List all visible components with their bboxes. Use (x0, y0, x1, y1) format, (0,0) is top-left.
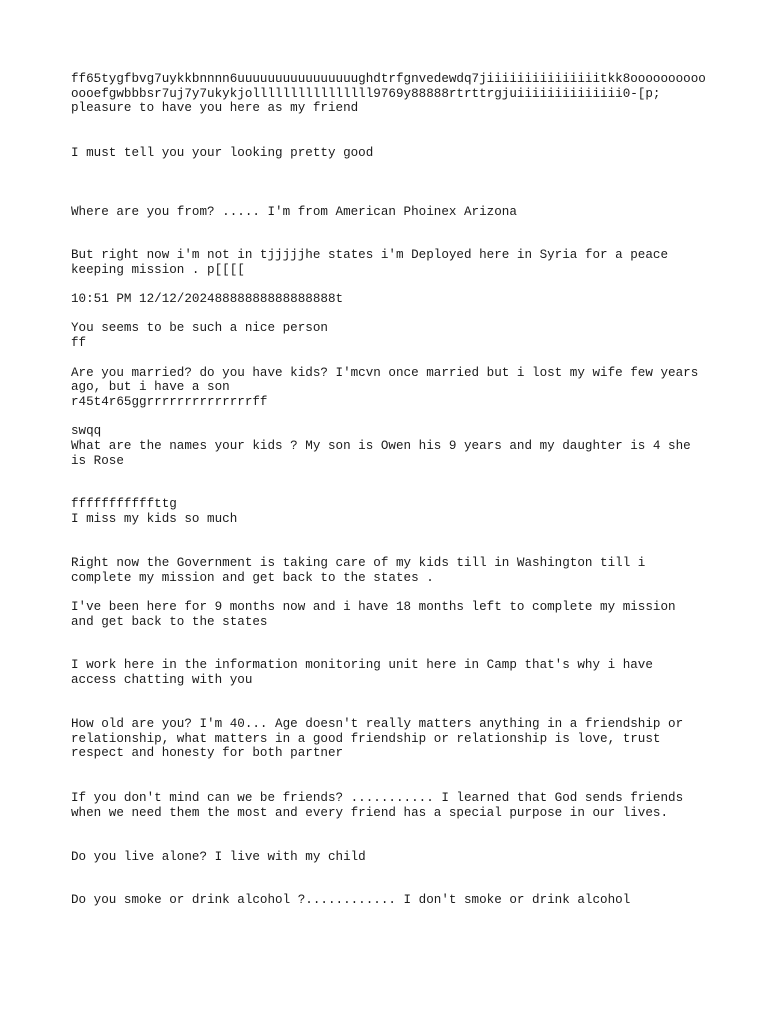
text-line: r45t4r65ggrrrrrrrrrrrrrrff (71, 395, 268, 409)
text-line: ago, but i have a son (71, 380, 230, 394)
text-line: is Rose (71, 454, 124, 468)
text-line: when we need them the most and every friend has a special purpose in our lives. (71, 806, 669, 820)
text-line: Right now the Government is taking care of my kids till in Washington till i (71, 556, 646, 570)
text-line: What are the names your kids ? My son is Owen his 9 years and my daughter is 4 she (71, 439, 691, 453)
text-line: You seems to be such a nice person (71, 321, 328, 335)
text-line: Do you smoke or drink alcohol ?............ I don't smoke or drink alcohol (71, 893, 631, 907)
text-line: I must tell you your looking pretty good (71, 146, 374, 160)
text-line: If you don't mind can we be friends? ........... I learned that God sends friends (71, 791, 684, 805)
text-line: fffffffffffttg (71, 497, 177, 511)
text-line: respect and honesty for both partner (71, 746, 344, 760)
text-line: How old are you? I'm 40... Age doesn't really matters anything in a friendship or (71, 717, 684, 731)
text-line: access chatting with you (71, 673, 253, 687)
text-line: keeping mission . p[[[[ (71, 263, 245, 277)
text-line: and get back to the states (71, 615, 268, 629)
text-line: I miss my kids so much (71, 512, 238, 526)
text-line: Do you live alone? I live with my child (71, 850, 366, 864)
text-line: pleasure to have you here as my friend (71, 101, 359, 115)
text-line: I've been here for 9 months now and i have 18 months left to complete my mission (71, 600, 676, 614)
timestamp-line: 10:51 PM 12/12/20248888888888888888t (71, 292, 344, 306)
text-line: I work here in the information monitoring unit here in Camp that's why i have (71, 658, 653, 672)
text-line: oooefgwbbbsr7uj7y7ukykjollllllllllllllll9769y88888rtrttrgjuiiiiiiiiiiiiii0-[p; (71, 87, 661, 101)
text-line: ff65tygfbvg7uykkbnnnn6uuuuuuuuuuuuuuuughdtrfgnvedewdq7jiiiiiiiiiiiiiiitkk8oooooooooo (71, 72, 706, 86)
text-line: ff (71, 336, 87, 350)
text-line: relationship, what matters in a good friendship or relationship is love, trust (71, 732, 661, 746)
text-line: complete my mission and get back to the states . (71, 571, 434, 585)
text-line: Are you married? do you have kids? I'mcvn once married but i lost my wife few years (71, 366, 699, 380)
text-line: But right now i'm not in tjjjjjhe states i'm Deployed here in Syria for a peace (71, 248, 669, 262)
text-line: swqq (71, 424, 102, 438)
text-line: Where are you from? ..... I'm from American Phoinex Arizona (71, 205, 517, 219)
